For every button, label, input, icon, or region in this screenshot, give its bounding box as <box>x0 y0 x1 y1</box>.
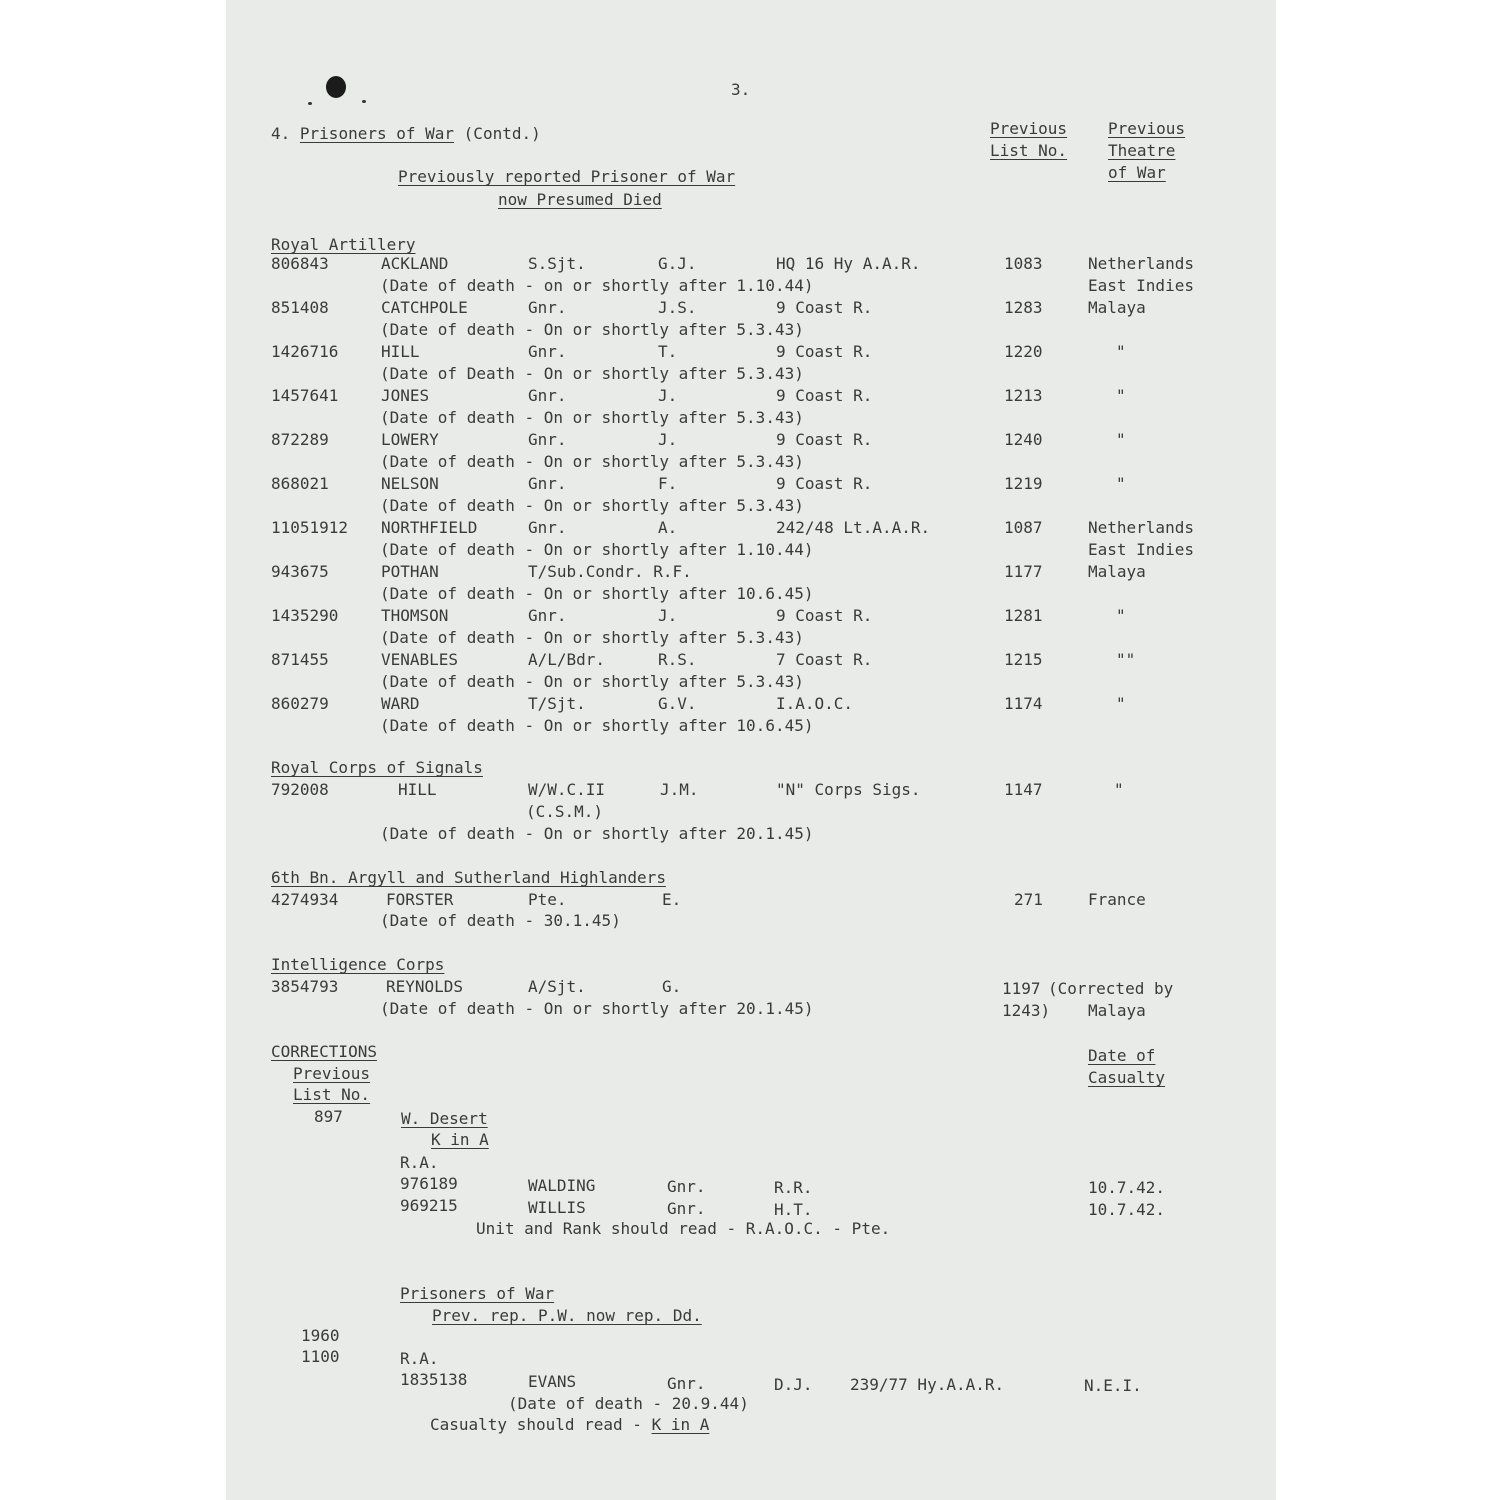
signals-heading: Royal Corps of Signals <box>271 758 483 777</box>
royal-artillery-heading: Royal Artillery <box>271 235 416 254</box>
pow-subheading: Prev. rep. P.W. now rep. Dd. <box>432 1306 702 1325</box>
column-header-of-war: of War <box>1108 163 1166 182</box>
service-number: 3854793 <box>271 977 339 996</box>
soldier-name: REYNOLDS <box>386 977 464 996</box>
soldier-name: NELSON <box>381 474 439 493</box>
rank: Gnr. <box>528 386 567 405</box>
theatre: " <box>1116 606 1126 625</box>
corrections-heading: CORRECTIONS <box>271 1042 377 1061</box>
date-of-death: (Date of death - On or shortly after 5.3.43) <box>380 408 804 427</box>
rank: Gnr. <box>667 1199 706 1218</box>
theatre: " <box>1116 386 1126 405</box>
theatre-line2: East Indies <box>1088 540 1194 559</box>
initials: G. <box>662 977 682 996</box>
soldier-name: ACKLAND <box>381 254 449 273</box>
service-number: 11051912 <box>271 518 349 537</box>
correction-note: (Corrected by <box>1048 979 1174 998</box>
section-contd: (Contd.) <box>463 124 541 143</box>
ink-speck <box>308 102 312 105</box>
correction-note <box>430 1415 709 1435</box>
section-number: 4. <box>271 124 291 143</box>
rank: T/Sjt. <box>528 694 586 713</box>
initials: R.R. <box>774 1178 813 1197</box>
previous-list-no: 1215 <box>1004 650 1043 669</box>
theatre: Netherlands <box>1088 518 1194 537</box>
unit: 9 Coast R. <box>776 386 873 405</box>
rank: Gnr. <box>528 474 567 493</box>
corrections-list-no: List No. <box>293 1085 371 1104</box>
date-of-casualty: 10.7.42. <box>1088 1178 1166 1197</box>
typed-document-page <box>226 0 1276 1500</box>
initials: H.T. <box>774 1200 813 1219</box>
correction-list-no: 1100 <box>301 1347 340 1366</box>
initials: G.V. <box>658 694 697 713</box>
previous-list-no: 1087 <box>1004 518 1043 537</box>
theatre-ditto: " <box>1114 780 1124 799</box>
rank: Pte. <box>528 890 567 909</box>
initials: J. <box>658 606 678 625</box>
correction-note: Unit and Rank should read - R.A.O.C. - Pte. <box>476 1219 891 1238</box>
correction-status: K in A <box>431 1130 489 1149</box>
unit: 9 Coast R. <box>776 298 873 317</box>
previous-list-no: 1240 <box>1004 430 1043 449</box>
service-number: 871455 <box>271 650 329 669</box>
rank: Gnr. <box>528 606 567 625</box>
rank: W/W.C.II <box>528 780 606 799</box>
date-of-death: (Date of death - On or shortly after 5.3.43) <box>380 628 804 647</box>
theatre: " <box>1116 430 1126 449</box>
correction-unit: R.A. <box>400 1349 439 1368</box>
soldier-name: HILL <box>381 342 420 361</box>
rank: Gnr. <box>528 342 567 361</box>
ink-speck <box>362 100 366 103</box>
service-number: 860279 <box>271 694 329 713</box>
initials: E. <box>662 890 682 909</box>
service-number: 976189 <box>400 1174 458 1193</box>
rank: Gnr. <box>528 430 567 449</box>
rank: Gnr. <box>667 1374 706 1393</box>
column-header-previous: Previous <box>990 119 1068 138</box>
unit: 242/48 Lt.A.A.R. <box>776 518 931 537</box>
rank: T/Sub.Condr. R.F. <box>528 562 692 581</box>
intelligence-heading: Intelligence Corps <box>271 955 445 974</box>
previous-list-no: 1197 <box>1002 979 1041 998</box>
service-number: 868021 <box>271 474 329 493</box>
date-of-death: (Date of death - On or shortly after 10.6.45) <box>380 584 814 603</box>
previous-list-no: 1283 <box>1004 298 1043 317</box>
date-of-death: (Date of death - On or shortly after 20.1.45) <box>380 824 814 843</box>
previous-list-no: 1174 <box>1004 694 1043 713</box>
theatre: Netherlands <box>1088 254 1194 273</box>
soldier-name: WALDING <box>528 1176 596 1195</box>
soldier-name: VENABLES <box>381 650 459 669</box>
corrections-casualty: Casualty <box>1088 1068 1166 1087</box>
initials: J. <box>658 430 678 449</box>
corrected-list-no: 1243) <box>1002 1001 1051 1020</box>
service-number: 851408 <box>271 298 329 317</box>
theatre: " <box>1116 694 1126 713</box>
service-number: 1457641 <box>271 386 339 405</box>
soldier-name: WILLIS <box>528 1198 586 1217</box>
soldier-name: JONES <box>381 386 430 405</box>
page-number: 3. <box>731 80 751 99</box>
service-number: 1426716 <box>271 342 339 361</box>
rank-detail: (C.S.M.) <box>526 802 604 821</box>
theatre: Malaya <box>1088 1001 1146 1020</box>
note-text: Casualty should read - <box>430 1415 652 1434</box>
pow-heading: Prisoners of War <box>400 1284 555 1303</box>
unit: 239/77 Hy.A.A.R. <box>850 1375 1005 1394</box>
theatre: N.E.I. <box>1084 1376 1142 1395</box>
service-number: 806843 <box>271 254 329 273</box>
date-of-death: (Date of death - On or shortly after 5.3.43) <box>380 320 804 339</box>
date-of-death: (Date of death - On or shortly after 5.3.43) <box>380 452 804 471</box>
soldier-name: HILL <box>398 780 437 799</box>
subheading-line2: now Presumed Died <box>498 190 662 209</box>
initials: A. <box>658 518 678 537</box>
date-of-death: (Date of death - On or shortly after 1.10.44) <box>380 540 814 559</box>
previous-list-no: 271 <box>1014 890 1043 909</box>
date-of-death: (Date of Death - On or shortly after 5.3.43) <box>380 364 804 383</box>
subheading-line1: Previously reported Prisoner of War <box>398 167 736 186</box>
theatre: France <box>1088 890 1146 909</box>
soldier-name: EVANS <box>528 1372 577 1391</box>
initials: F. <box>658 474 678 493</box>
date-of-death: (Date of death - On or shortly after 5.3.43) <box>380 496 804 515</box>
service-number: 943675 <box>271 562 329 581</box>
column-header-theatre: Theatre <box>1108 141 1176 160</box>
section-heading <box>271 124 541 144</box>
initials: T. <box>658 342 678 361</box>
date-of-death: (Date of death - on or shortly after 1.10.44) <box>380 276 814 295</box>
unit: "N" Corps Sigs. <box>776 780 921 799</box>
service-number: 1835138 <box>400 1370 468 1389</box>
initials: R.S. <box>658 650 697 669</box>
initials: J.S. <box>658 298 697 317</box>
initials: J. <box>658 386 678 405</box>
date-of-death: (Date of death - 20.9.44) <box>508 1394 749 1413</box>
date-of-casualty: 10.7.42. <box>1088 1200 1166 1219</box>
page-margin-right <box>1276 0 1500 1500</box>
previous-list-no: 1281 <box>1004 606 1043 625</box>
soldier-name: THOMSON <box>381 606 449 625</box>
soldier-name: WARD <box>381 694 420 713</box>
correction-list-no: 897 <box>314 1107 343 1126</box>
previous-list-no: 1083 <box>1004 254 1043 273</box>
soldier-name: FORSTER <box>386 890 454 909</box>
theatre: Malaya <box>1088 562 1146 581</box>
theatre: " <box>1116 474 1126 493</box>
initials: J.M. <box>660 780 699 799</box>
service-number: 4274934 <box>271 890 339 909</box>
column-header-theatre-previous: Previous <box>1108 119 1186 138</box>
unit: HQ 16 Hy A.A.R. <box>776 254 921 273</box>
service-number: 872289 <box>271 430 329 449</box>
unit: 9 Coast R. <box>776 606 873 625</box>
previous-list-no: 1147 <box>1004 780 1043 799</box>
argyll-heading: 6th Bn. Argyll and Sutherland Highlanders <box>271 868 666 887</box>
unit: I.A.O.C. <box>776 694 854 713</box>
initials: G.J. <box>658 254 697 273</box>
date-of-death: (Date of death - On or shortly after 5.3.43) <box>380 672 804 691</box>
soldier-name: LOWERY <box>381 430 439 449</box>
section-title: Prisoners of War <box>299 124 455 143</box>
rank: S.Sjt. <box>528 254 586 273</box>
note-status: K in A <box>651 1415 710 1434</box>
correction-place: W. Desert <box>401 1109 488 1128</box>
unit: 9 Coast R. <box>776 474 873 493</box>
theatre: "" <box>1116 650 1136 669</box>
initials: D.J. <box>774 1375 813 1394</box>
unit: 7 Coast R. <box>776 650 873 669</box>
previous-list-no: 1219 <box>1004 474 1043 493</box>
theatre: " <box>1116 342 1126 361</box>
rank: A/Sjt. <box>528 977 586 996</box>
previous-list-no: 1220 <box>1004 342 1043 361</box>
soldier-name: POTHAN <box>381 562 439 581</box>
rank: Gnr. <box>528 518 567 537</box>
soldier-name: CATCHPOLE <box>381 298 468 317</box>
page-margin-left <box>0 0 226 1500</box>
unit: 9 Coast R. <box>776 342 873 361</box>
rank: Gnr. <box>667 1177 706 1196</box>
theatre-line2: East Indies <box>1088 276 1194 295</box>
corrections-date-of: Date of <box>1088 1046 1156 1065</box>
date-of-death: (Date of death - 30.1.45) <box>380 911 621 930</box>
date-of-death: (Date of death - On or shortly after 20.1.45) <box>380 999 814 1018</box>
service-number: 792008 <box>271 780 329 799</box>
soldier-name: NORTHFIELD <box>381 518 478 537</box>
unit: 9 Coast R. <box>776 430 873 449</box>
date-of-death: (Date of death - On or shortly after 10.6.45) <box>380 716 814 735</box>
previous-list-no: 1213 <box>1004 386 1043 405</box>
column-header-list-no: List No. <box>990 141 1068 160</box>
corrections-previous: Previous <box>293 1064 371 1083</box>
ink-blot <box>326 76 346 98</box>
service-number: 1435290 <box>271 606 339 625</box>
rank: A/L/Bdr. <box>528 650 606 669</box>
correction-list-no: 1960 <box>301 1326 340 1345</box>
service-number: 969215 <box>400 1196 458 1215</box>
rank: Gnr. <box>528 298 567 317</box>
correction-unit: R.A. <box>400 1153 439 1172</box>
theatre: Malaya <box>1088 298 1146 317</box>
previous-list-no: 1177 <box>1004 562 1043 581</box>
